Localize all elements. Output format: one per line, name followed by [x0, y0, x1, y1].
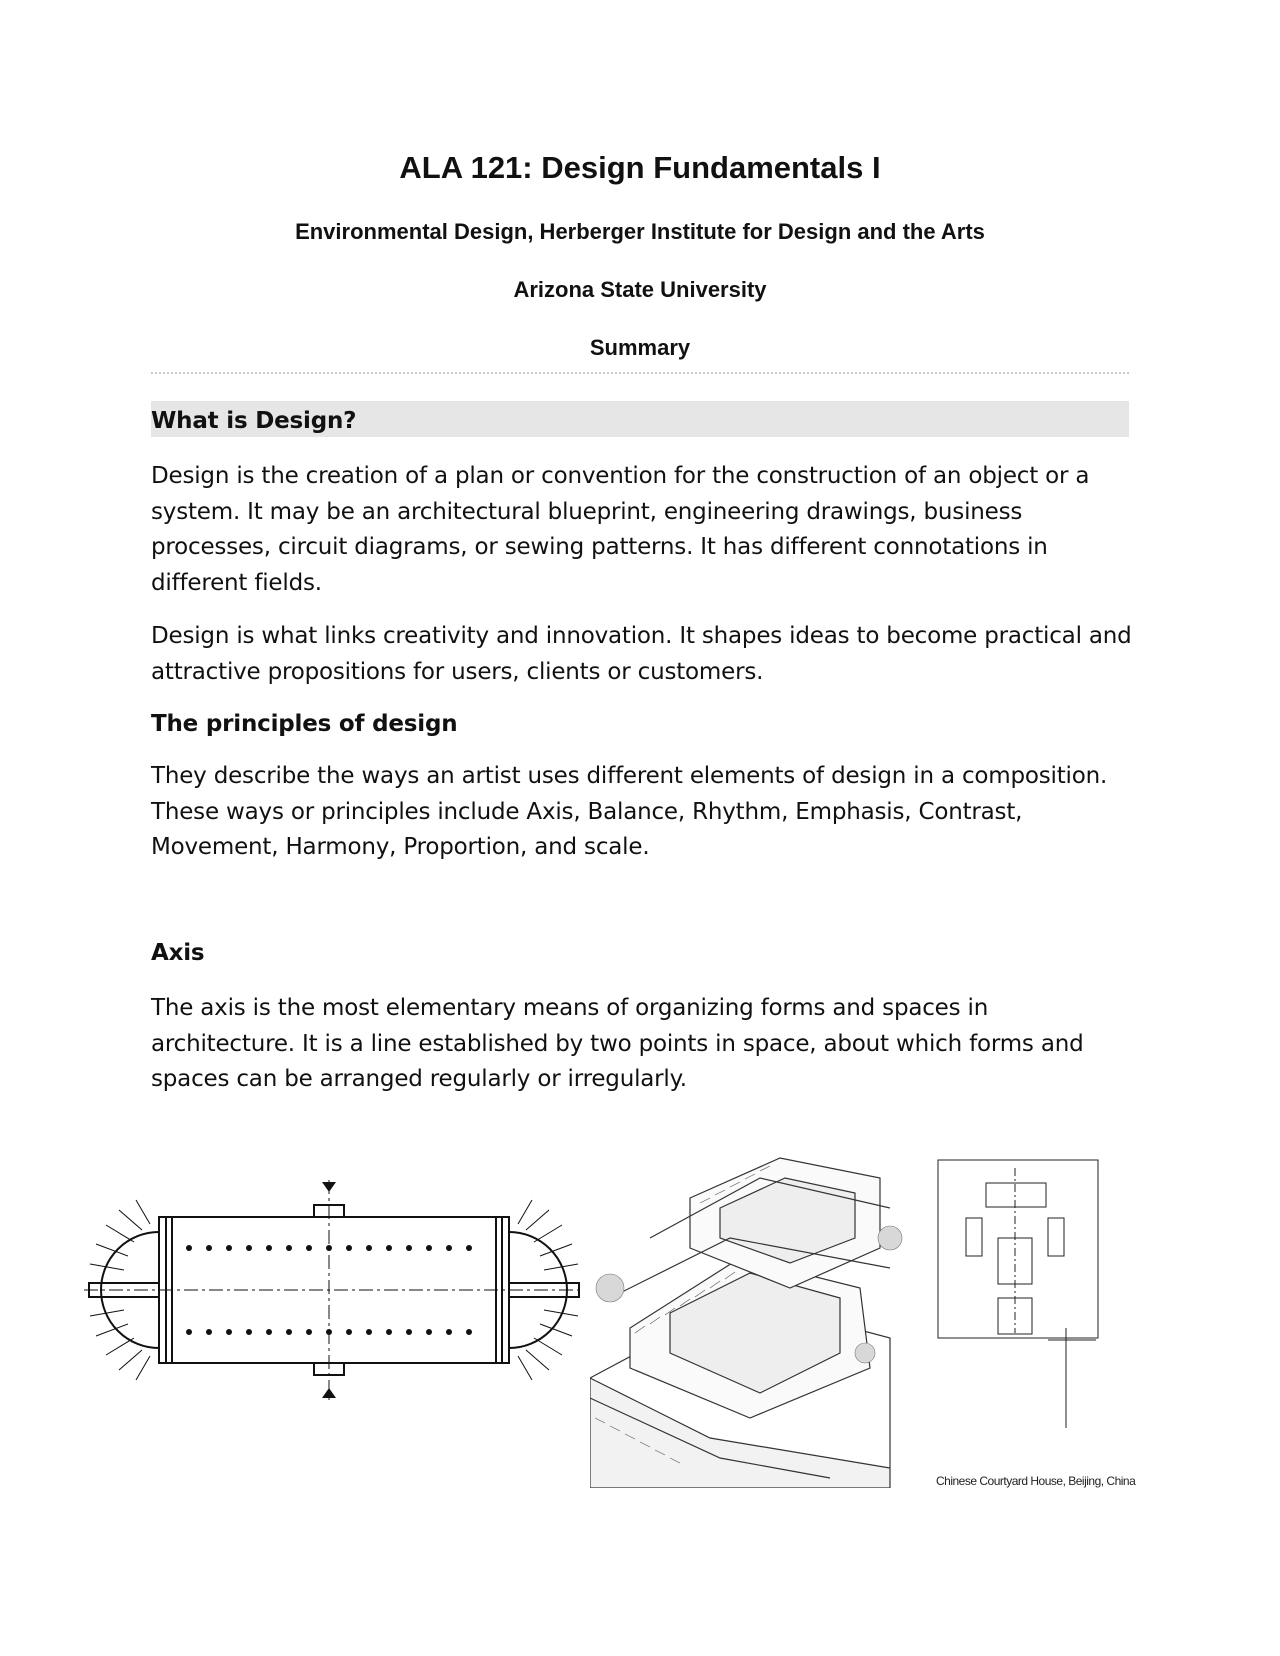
- dotted-divider: [151, 372, 1129, 374]
- figure-caption: Chinese Courtyard House, Beijing, China: [936, 1474, 1136, 1488]
- axis-diagram-figure: [936, 1158, 1106, 1478]
- paragraph-axis: The axis is the most elementary means of organizing forms and spaces in architecture. It is a line established by two points in space, about which forms and spaces can be arranged regularly or irregularly.: [151, 995, 1084, 1092]
- summary-label: Summary: [589, 335, 691, 360]
- paragraph-principles: They describe the ways an artist uses different elements of design in a composition. These ways or principles include Axis, Balance, Rhythm, Emphasis, Contrast, Movement, Harmony, Proportion, and scale.: [151, 763, 1108, 860]
- heading-axis: Axis: [151, 940, 205, 966]
- paragraph-design-creativity: Design is what links creativity and innovation. It shapes ideas to become practical and attractive propositions for users, clients or customers.: [151, 623, 1132, 685]
- axial-plan-figure: [84, 1170, 584, 1410]
- courtyard-house-figure: [590, 1138, 910, 1488]
- heading-principles: The principles of design: [151, 711, 458, 737]
- heading-what-is-design: What is Design?: [151, 408, 357, 434]
- paragraph-design-definition: Design is the creation of a plan or convention for the construction of an object or a system. It may be an architectural blueprint, engineering drawings, business processes, circuit diagrams, or sewing patterns. It has different connotations in different fields.: [151, 463, 1090, 596]
- page-title: ALA 121: Design Fundamentals I: [399, 150, 881, 185]
- university-name: Arizona State University: [513, 277, 767, 302]
- page-subtitle: Environmental Design, Herberger Institute for Design and the Arts: [295, 219, 985, 244]
